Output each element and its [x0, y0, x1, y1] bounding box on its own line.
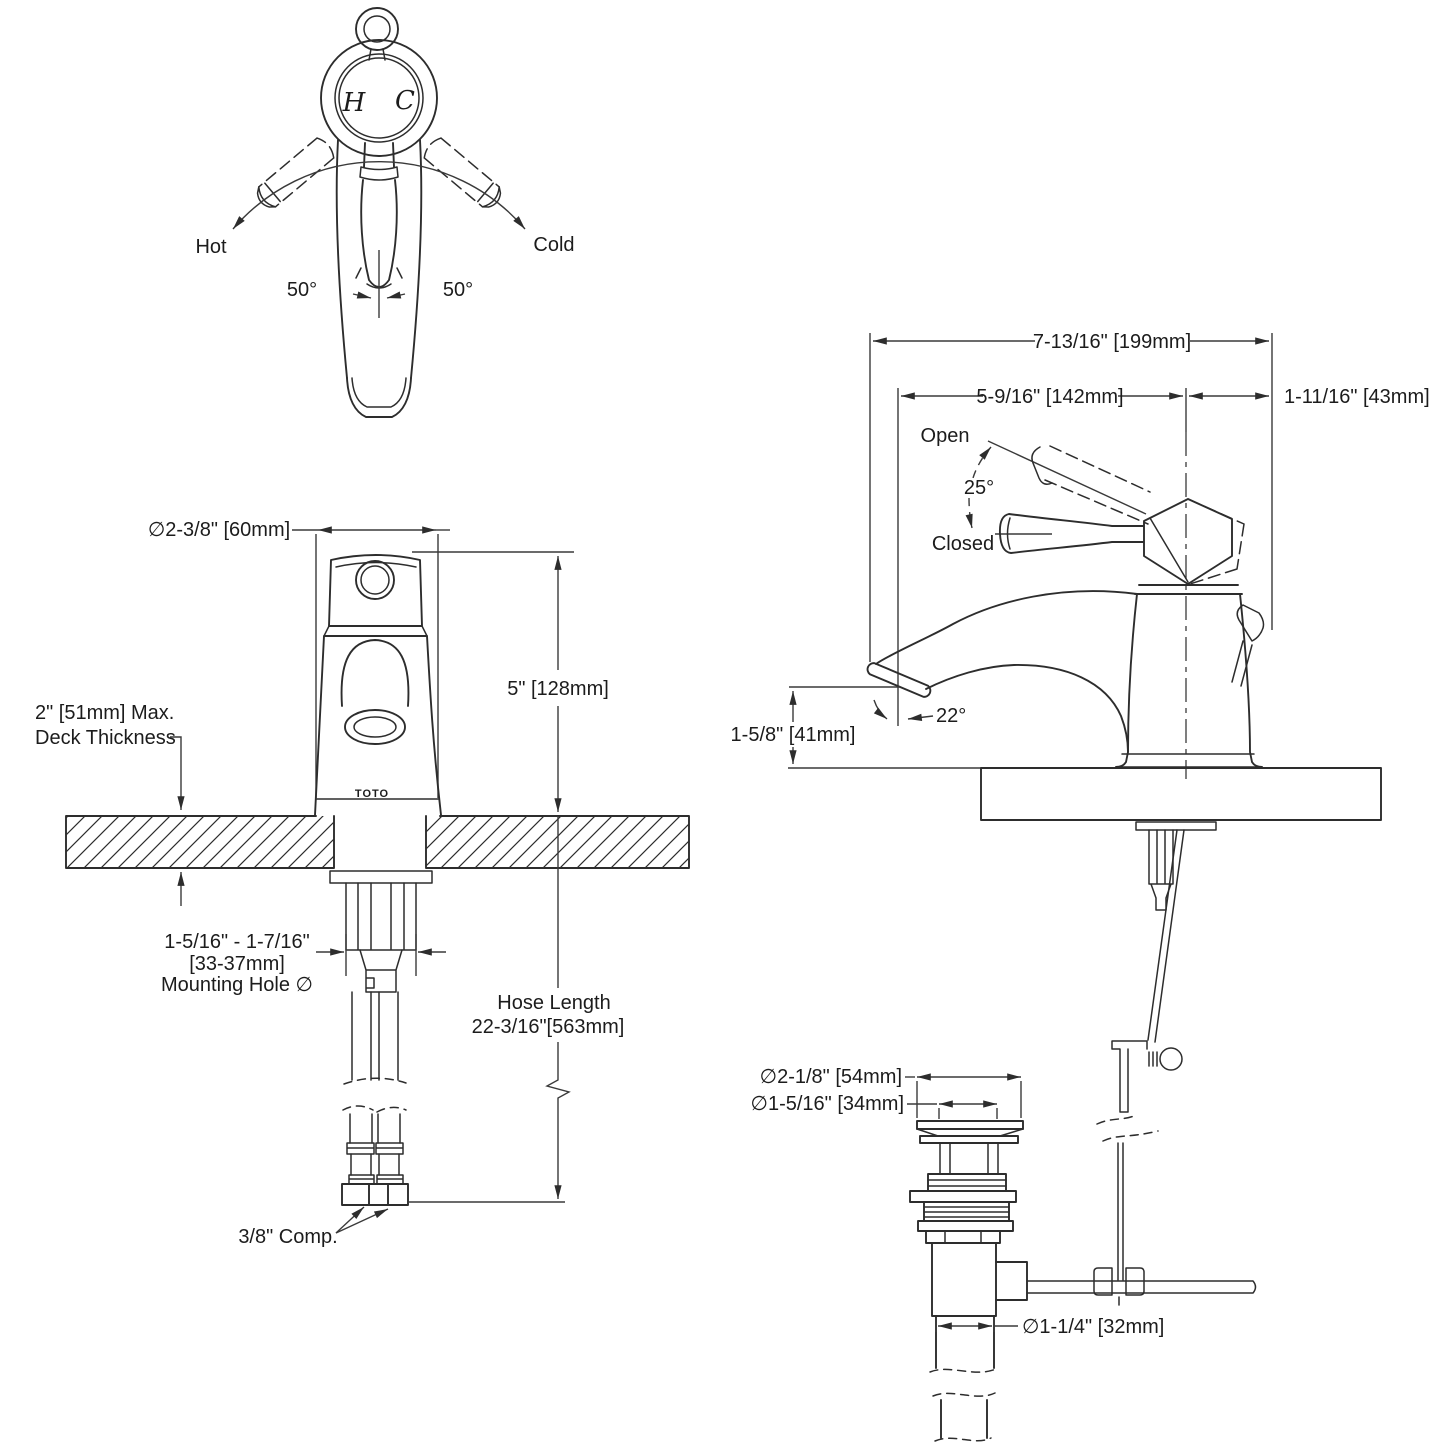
shank-and-hoses — [330, 871, 432, 1205]
spout-height-label: 1-5/8" [41mm] — [730, 724, 856, 746]
mounting-hole-label-3: Mounting Hole ∅ — [161, 974, 313, 996]
spout-diameter-label: ∅2-3/8" [60mm] — [147, 519, 291, 541]
hot-letter: H — [342, 88, 366, 118]
mounting-hole-label-2: [33-37mm] — [189, 953, 285, 975]
side-view — [731, 331, 1430, 1309]
spout-outlet — [868, 663, 931, 697]
deck-side — [981, 768, 1381, 820]
mounting-hole-label-1: 1-5/16" - 1-7/16" — [164, 931, 310, 953]
hose-length-label-1: Hose Length — [497, 992, 611, 1014]
deck-section — [66, 816, 689, 868]
top-view — [195, 8, 574, 417]
drain-assembly — [910, 1121, 1027, 1441]
supply-connection-label: 3/8" Comp. — [238, 1226, 338, 1248]
tailpiece-diameter-label: ∅1-1/4" [32mm] — [1022, 1316, 1165, 1338]
deck-thickness-label-1: 2" [51mm] Max. — [35, 702, 175, 724]
closed-label: Closed — [931, 533, 995, 555]
bonnet — [1144, 499, 1244, 584]
cold-handle-phantom — [421, 135, 505, 211]
left-angle-label: 50° — [286, 279, 318, 301]
hot-label: Hot — [195, 236, 227, 258]
open-label: Open — [920, 425, 970, 447]
flange-diameter-label: ∅2-1/8" [54mm] — [759, 1066, 902, 1088]
overall-depth-label: 7-13/16" [199mm] — [1032, 331, 1192, 353]
handle-offset-label: 1-11/16" [43mm] — [1284, 386, 1430, 408]
handle-open-phantom — [1032, 446, 1150, 524]
open-angle-label: 25° — [963, 477, 995, 499]
top-ring-outer — [356, 8, 398, 50]
faucet-front — [315, 555, 441, 815]
brand-logo-front: TOTO — [354, 788, 390, 800]
swing-arc — [233, 162, 525, 229]
faucet-side-body — [868, 585, 1262, 767]
deck-thickness-label-2: Deck Thickness — [35, 727, 176, 749]
right-angle-label: 50° — [442, 279, 474, 301]
height-label: 5" [128mm] — [507, 678, 609, 700]
stopper-diameter-label: ∅1-5/16" [34mm] — [750, 1093, 904, 1115]
popup-linkage — [1027, 822, 1256, 1309]
cold-label: Cold — [533, 234, 575, 256]
spout-reach-label: 5-9/16" [142mm] — [976, 386, 1124, 408]
front-view — [35, 519, 689, 1248]
hose-length-label-2: 22-3/16"[563mm] — [471, 1016, 625, 1038]
cold-letter: C — [395, 86, 415, 116]
spout-angle-label: 22° — [936, 705, 967, 727]
hot-handle-phantom — [253, 135, 337, 211]
